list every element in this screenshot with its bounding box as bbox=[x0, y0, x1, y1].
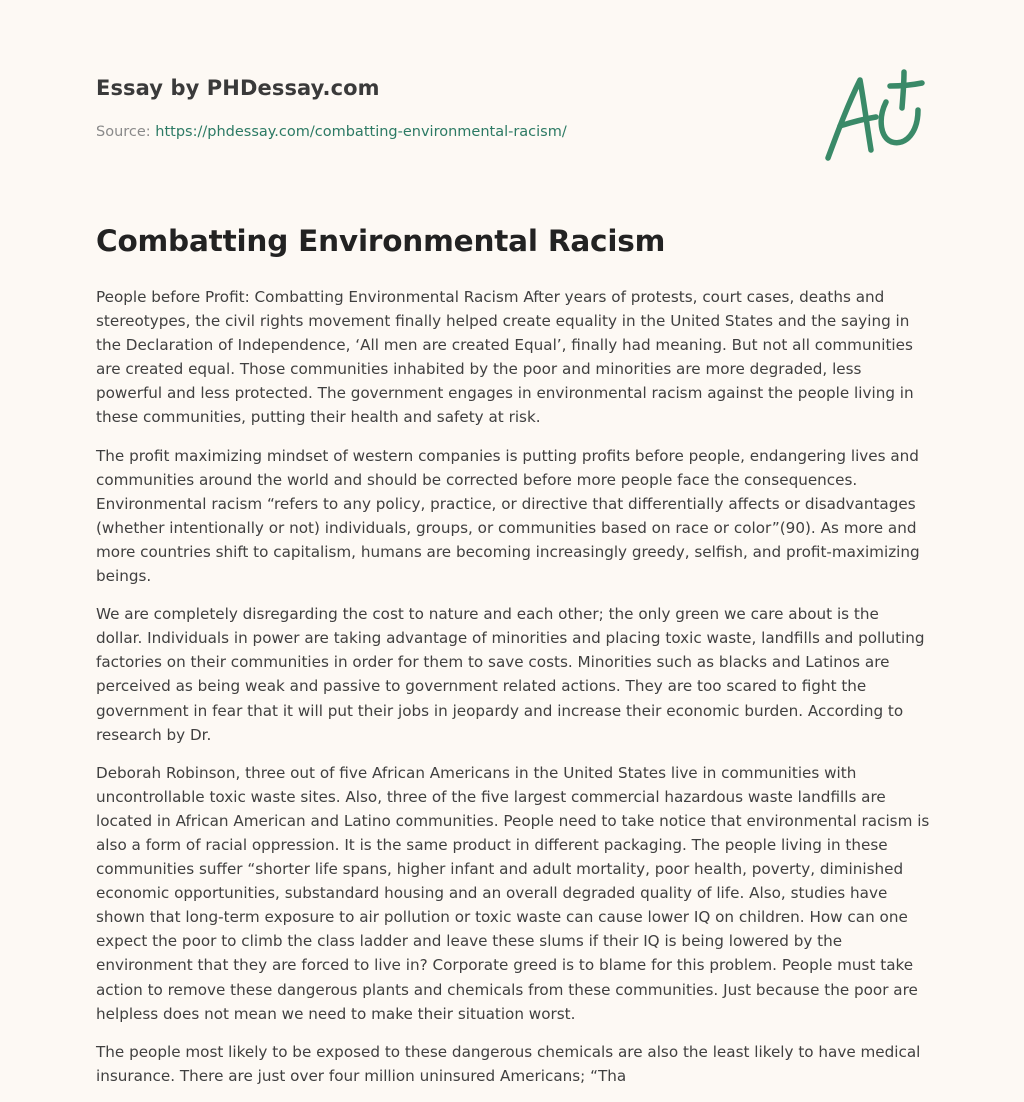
a-plus-logo-icon bbox=[820, 66, 932, 166]
essay-paragraph: We are completely disregarding the cost to nature and each other; the only green we care about is the dollar. Individuals in power are taking advantage of minorities and placing toxic waste, landfills and polluting factories on their communities in order for them to save costs. Minorities such as blacks and Latinos are perceived as being weak and passive to government related actions. They are too scared to fight the government in fear that it will put their jobs in jeopardy and increase their economic burden. According to research by Dr. bbox=[96, 605, 925, 744]
essay-title: Combatting Environmental Racism bbox=[96, 224, 666, 258]
source-label: Source: bbox=[96, 124, 151, 140]
source-line bbox=[96, 124, 567, 140]
essay-body bbox=[96, 285, 930, 1102]
essay-paragraph: People before Profit: Combatting Environmental Racism After years of protests, court cases, deaths and stereotypes, the civil rights movement finally helped create equality in the United States and the saying in the Declaration of Independence, ‘All men are created Equal’, finally had meaning. But not all communities are created equal. Those communities inhabited by the poor and minorities are more degraded, less powerful and less protected. The government engages in environmental racism against the people living in these communities, putting their health and safety at risk. bbox=[96, 288, 914, 427]
essay-paragraph: The profit maximizing mindset of western companies is putting profits before people, endangering lives and communities around the world and should be corrected before more people face the consequences. Environmental racism “refers to any policy, practice, or directive that differentially affects or disadvantages (whether intentionally or not) individuals, groups, or communities based on race or color”(90). As more and more countries shift to capitalism, humans are becoming increasingly greedy, selfish, and profit-maximizing beings. bbox=[96, 446, 920, 586]
source-link[interactable]: https://phdessay.com/combatting-environmental-racism/ bbox=[155, 124, 567, 140]
essay-paragraph: The people most likely to be exposed to these dangerous chemicals are also the least likely to have medical insurance. There are just over four million uninsured Americans; “Tha bbox=[96, 1042, 921, 1085]
brand-title: Essay by PHDessay.com bbox=[96, 76, 380, 100]
essay-paragraph: Deborah Robinson, three out of five African Americans in the United States live in communities with uncontrollable toxic waste sites. Also, three of the five largest commercial hazardous waste landfills are located in African American and Latino communities. People need to take notice that environmental racism is also a form of racial oppression. It is the same product in different packaging. The people living in these communities suffer “shorter life spans, higher infant and adult mortality, poor health, poverty, diminished economic opportunities, substandard housing and an overall degraded quality of life. Also, studies have shown that long-term exposure to air pollution or toxic waste can cause lower IQ on children. How can one expect the poor to climb the class ladder and leave these slums if their IQ is being lowered by the environment that they are forced to live in? Corporate greed is to blame for this problem. People must take action to remove these dangerous plants and chemicals from these communities. Just because the poor are helpless does not mean we need to make their situation worst. bbox=[96, 763, 930, 1023]
